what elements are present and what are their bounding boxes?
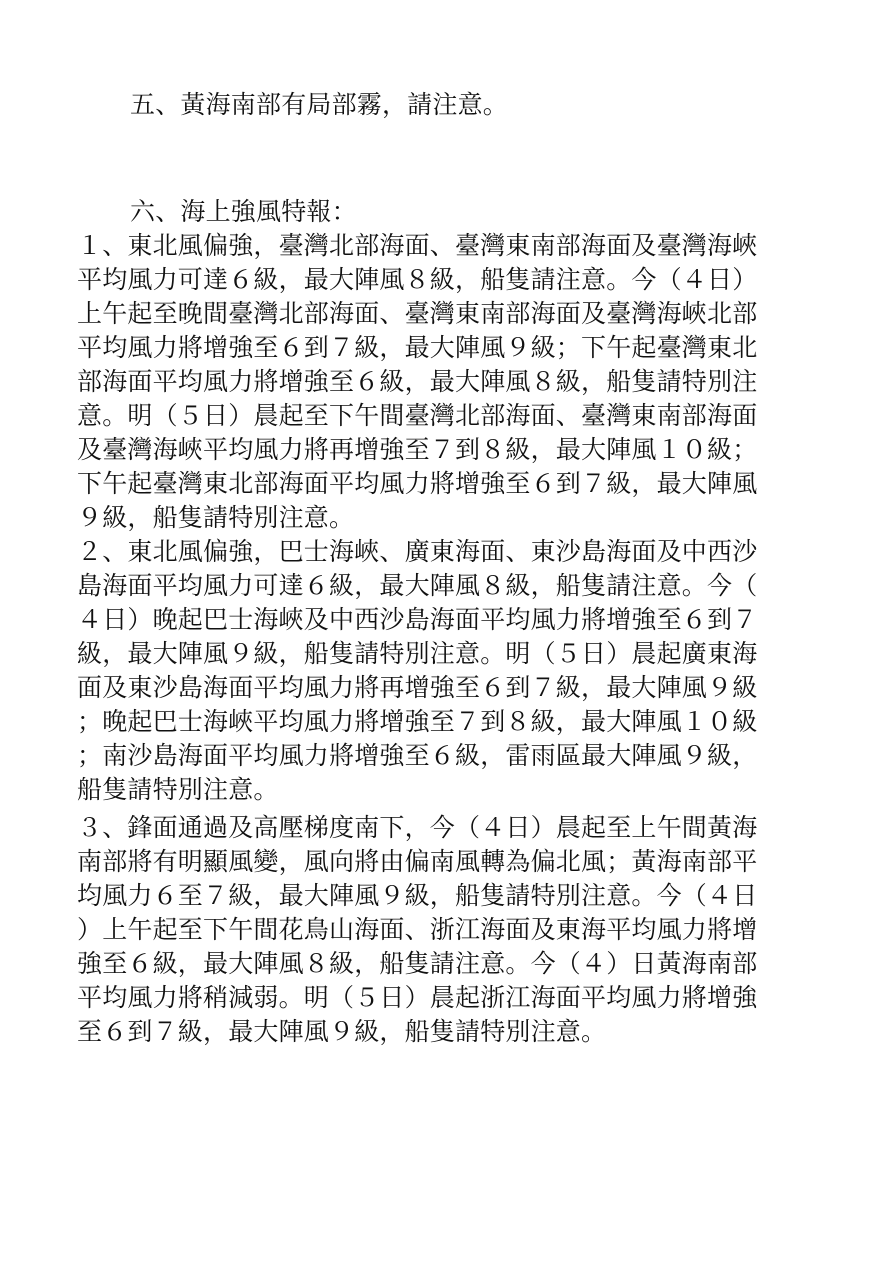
- text-line: １、東北風偏強，臺灣北部海面、臺灣東南部海面及臺灣海峽: [77, 231, 758, 260]
- section-5-text: 五、黃海南部有局部霧，請注意。: [130, 90, 509, 119]
- section-6-heading: 六、海上強風特報：: [130, 197, 357, 226]
- text-line: 島海面平均風力可達６級，最大陣風８級，船隻請注意。今（: [77, 571, 758, 600]
- text-line: 面及東沙島海面平均風力將再增強至６到７級，最大陣風９級: [77, 673, 758, 702]
- text-line: 上午起至晚間臺灣北部海面、臺灣東南部海面及臺灣海峽北部: [77, 299, 758, 328]
- text-line: 至６到７級，最大陣風９級，船隻請特別注意。: [77, 1017, 607, 1046]
- text-line: 均風力６至７級，最大陣風９級，船隻請特別注意。今（４日: [77, 881, 758, 910]
- text-line: 級，最大陣風９級，船隻請特別注意。明（５日）晨起廣東海: [77, 639, 758, 668]
- text-line: 平均風力可達６級，最大陣風８級，船隻請注意。今（４日）: [77, 265, 758, 294]
- text-line: 強至６級，最大陣風８級，船隻請注意。今（４）日黃海南部: [77, 949, 758, 978]
- text-line: 下午起臺灣東北部海面平均風力將增強至６到７級，最大陣風: [77, 469, 758, 498]
- text-line: 部海面平均風力將增強至６級，最大陣風８級，船隻請特別注: [77, 367, 758, 396]
- text-line: 船隻請特別注意。: [77, 775, 279, 804]
- text-line: ２、東北風偏強，巴士海峽、廣東海面、東沙島海面及中西沙: [77, 537, 758, 566]
- text-line: ；晚起巴士海峽平均風力將增強至７到８級，最大陣風１０級: [77, 707, 758, 736]
- text-line: 意。明（５日）晨起至下午間臺灣北部海面、臺灣東南部海面: [77, 401, 758, 430]
- text-line: 及臺灣海峽平均風力將再增強至７到８級，最大陣風１０級；: [77, 435, 758, 464]
- text-line: ４日）晚起巴士海峽及中西沙島海面平均風力將增強至６到７: [77, 605, 758, 634]
- text-line: 南部將有明顯風變，風向將由偏南風轉為偏北風；黃海南部平: [77, 847, 758, 876]
- text-line: 平均風力將增強至６到７級，最大陣風９級；下午起臺灣東北: [77, 333, 758, 362]
- text-line: ３、鋒面通過及高壓梯度南下，今（４日）晨起至上午間黃海: [77, 813, 758, 842]
- text-line: ）上午起至下午間花鳥山海面、浙江海面及東海平均風力將增: [77, 915, 758, 944]
- text-line: ；南沙島海面平均風力將增強至６級，雷雨區最大陣風９級，: [77, 741, 758, 770]
- text-line: ９級，船隻請特別注意。: [77, 503, 355, 532]
- text-line: 平均風力將稍減弱。明（５日）晨起浙江海面平均風力將增強: [77, 983, 758, 1012]
